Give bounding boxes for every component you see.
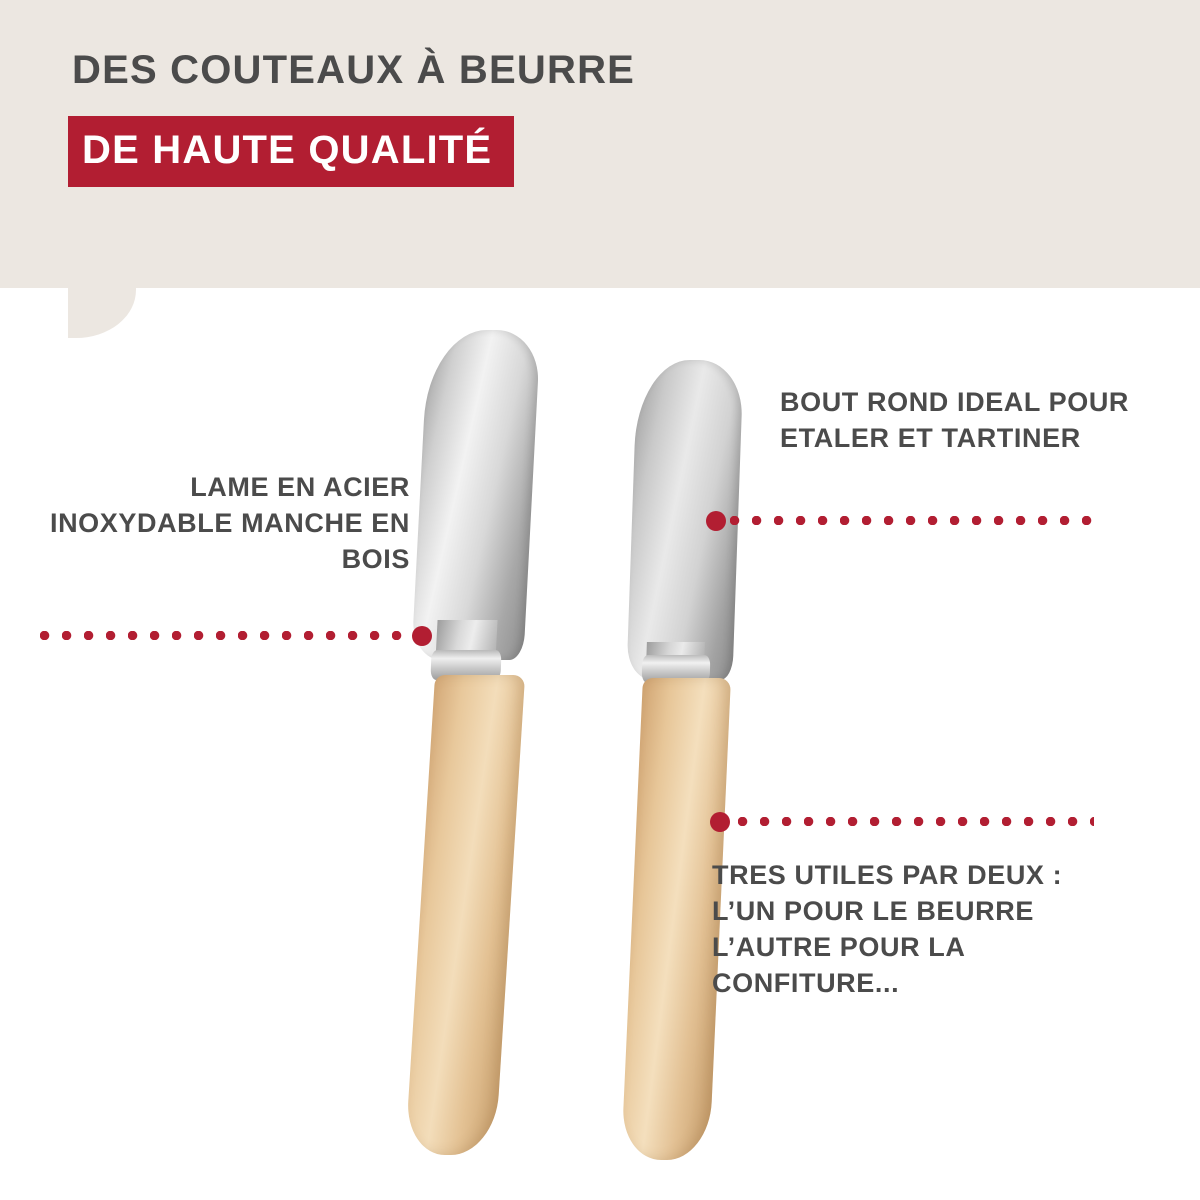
knife-wood-handle-left — [405, 675, 525, 1155]
butter-knife-right — [608, 360, 758, 1160]
connector-dot-left — [412, 626, 432, 646]
page-title-highlight: DE HAUTE QUALITÉ — [68, 116, 514, 187]
butter-knife-left — [398, 330, 548, 1160]
banner-tail-shape — [68, 288, 136, 338]
connector-line-left — [40, 631, 418, 640]
callout-label-right-top: BOUT ROND IDEAL POUR ETALER ET TARTINER — [780, 387, 1130, 453]
connector-line-right-top — [730, 516, 1098, 525]
connector-dot-right-bottom — [710, 812, 730, 832]
page-title-line1: DES COUTEAUX À BEURRE — [72, 48, 636, 92]
knife-blade-left — [411, 330, 540, 660]
callout-label-left: LAME EN ACIER INOXYDABLE MANCHE EN BOIS — [49, 472, 410, 574]
connector-line-right-bottom — [738, 817, 1094, 826]
callout-label-right-bottom: TRES UTILES PAR DEUX : L’UN POUR LE BEURRE L’AUTRE POUR LA CONFITURE... — [712, 860, 1063, 998]
connector-dot-right-top — [706, 511, 726, 531]
knife-blade-right — [626, 360, 743, 680]
